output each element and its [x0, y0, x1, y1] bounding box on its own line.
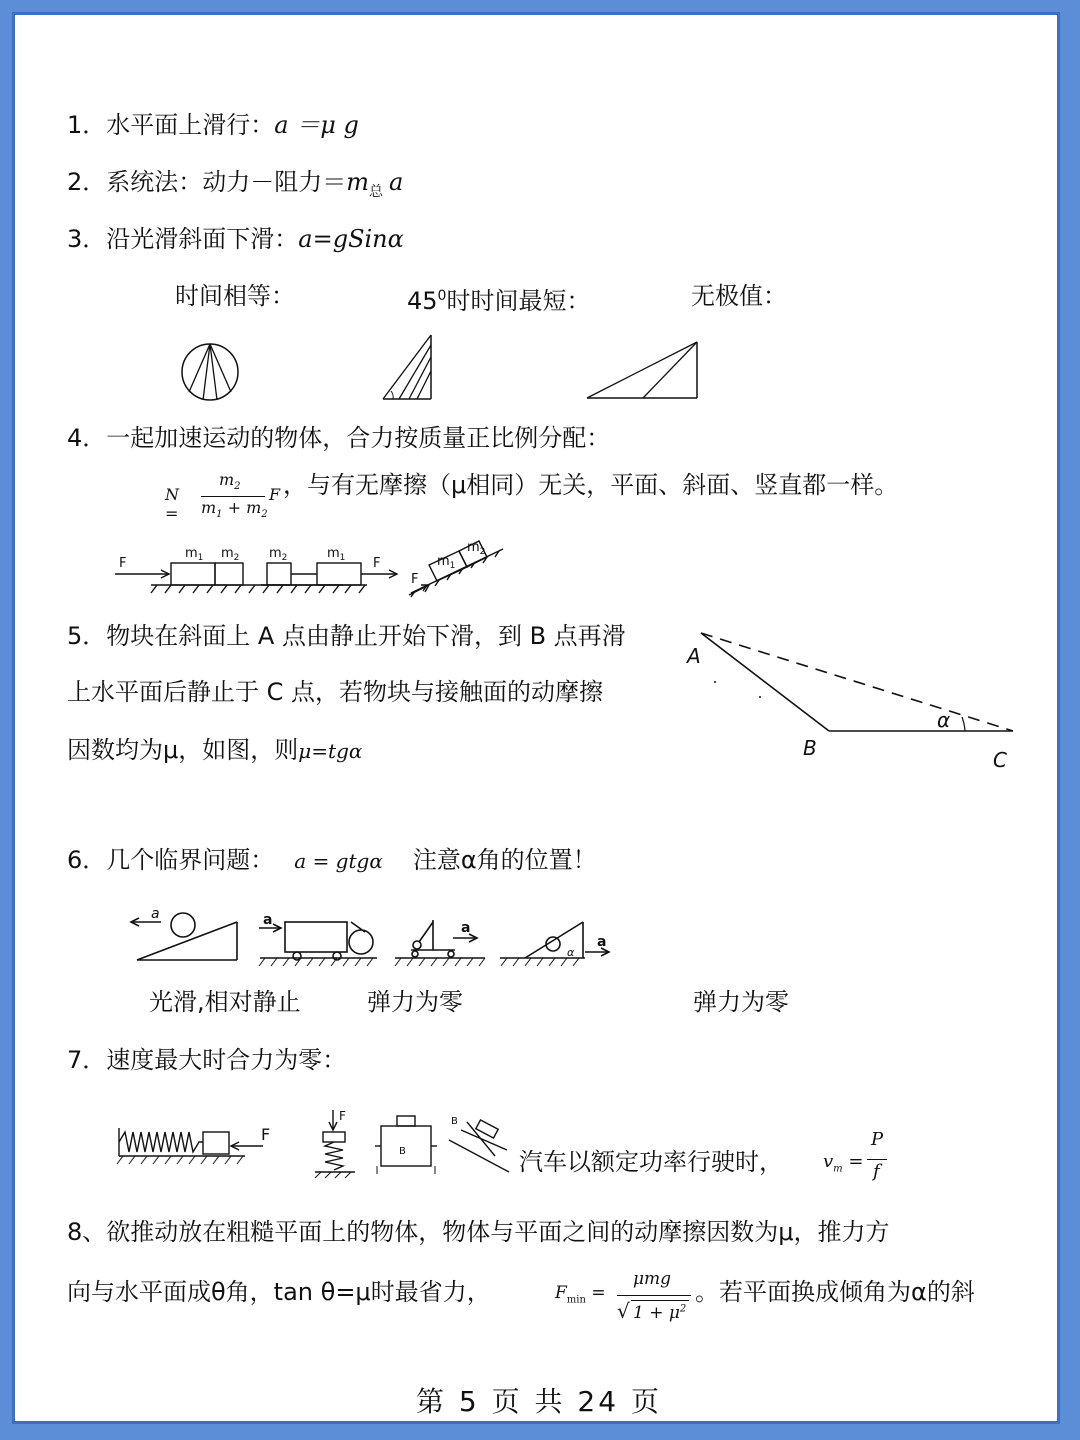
label-shortest: 时时间最短： — [446, 287, 591, 315]
formula-den-plus-m2: + m — [222, 498, 262, 517]
item-8-line-2a: 向与水平面成θ角，tan θ=μ时最省力， — [67, 1278, 491, 1306]
incline-no-extreme-figure — [585, 340, 705, 402]
m1-b-m: m — [327, 546, 340, 561]
fmin-den-text: 1 + μ — [633, 1303, 680, 1323]
item-5-text-3: 因数均为μ，如图，则 — [67, 736, 299, 764]
max-speed-figures — [115, 1100, 515, 1180]
mass-label-m2-c — [467, 540, 485, 557]
item-5-line-1: 5．物块在斜面上 A 点由静止开始下滑，到 B 点再滑 — [67, 622, 626, 650]
sqrt-bar — [631, 1300, 689, 1301]
m1-b-sub: 1 — [339, 553, 346, 563]
label-equal-time: 时间相等： — [175, 282, 295, 310]
formula-numerator — [219, 470, 241, 492]
incline-45-figure — [379, 333, 439, 403]
vm-v: v — [823, 1151, 834, 1172]
vm-fraction-bar — [867, 1159, 887, 1160]
item-2-a: a — [389, 168, 404, 196]
item-4-rest: ，与有无摩擦（μ相同）无关，平面、斜面、竖直都一样。 — [283, 471, 899, 499]
item-1-formula: a ＝μ g — [274, 111, 359, 139]
fmin-f: F — [555, 1283, 567, 1303]
sqrt-sign: √ — [617, 1299, 630, 1323]
m1-c-m: m — [437, 554, 450, 569]
case-1-a-label: a — [151, 906, 160, 922]
spring-f-label: F — [261, 1125, 271, 1144]
fmin-sub: min — [566, 1294, 586, 1306]
label-45: 45 — [407, 287, 438, 315]
item-6-text: 6．几个临界问题： — [67, 846, 275, 874]
fmin-lhs — [555, 1283, 606, 1305]
label-normal-force-zero-2: 弹力为零 — [693, 988, 789, 1016]
item-1-text: 1．水平面上滑行： — [67, 111, 275, 139]
fmin-den-sup: 2 — [679, 1303, 687, 1315]
connected-blocks-figure — [111, 537, 511, 602]
mass-label-m1-a — [185, 546, 203, 563]
label-45-degree: 0 — [437, 288, 447, 304]
m2-b-m: m — [269, 546, 282, 561]
force-label-right: F — [373, 556, 381, 571]
m2-b-sub: 2 — [281, 553, 288, 563]
formula-denominator — [201, 498, 268, 520]
formula-den-m1: m — [201, 498, 217, 517]
formula-den-sub1: 1 — [216, 509, 223, 521]
mass-label-m2-b — [269, 546, 287, 563]
m2-a-sub: 2 — [233, 553, 240, 563]
label-smooth-relative-rest: 光滑,相对静止 — [149, 988, 301, 1016]
circle-chords-figure — [175, 340, 245, 405]
item-5-line-3 — [67, 735, 362, 766]
item-2 — [67, 167, 403, 207]
slide-abc-figure — [683, 627, 1023, 777]
item-2-m: m — [346, 168, 370, 196]
fmin-eq: = — [585, 1283, 606, 1303]
formula-fraction-bar — [201, 496, 265, 497]
fmin-denominator — [633, 1303, 686, 1323]
critical-cases-figure — [115, 900, 615, 970]
formula-den-sub2: 2 — [261, 509, 268, 521]
label-no-extreme: 无极值： — [691, 282, 787, 310]
item-3 — [67, 224, 404, 254]
formula-f: F — [269, 485, 281, 504]
formula-num-m: m — [219, 470, 235, 489]
force-label-left: F — [119, 556, 127, 571]
vm-sub: m — [833, 1163, 843, 1175]
m2-c-m: m — [467, 540, 480, 555]
item-5-line-2: 上水平面后静止于 C 点，若物块与接触面的动摩擦 — [67, 678, 604, 706]
item-7-title: 7．速度最大时合力为零： — [67, 1046, 347, 1074]
vm-eq: = — [842, 1151, 864, 1172]
angle-alpha-label: α — [937, 708, 951, 732]
m1-c-sub: 1 — [449, 561, 456, 571]
vm-formula — [823, 1129, 903, 1195]
item-2-m-sub: 总 — [369, 183, 384, 200]
case-4-alpha-label: α — [567, 946, 575, 959]
vertical-f-label: F — [339, 1109, 346, 1123]
point-c-label: C — [993, 748, 1007, 772]
item-3-text: 3．沿光滑斜面下滑： — [67, 225, 299, 253]
vm-numerator: P — [871, 1129, 884, 1150]
formula-num-sub: 2 — [234, 481, 241, 493]
box-b-label: B — [399, 1146, 406, 1157]
fmin-fraction-bar — [617, 1295, 691, 1296]
label-normal-force-zero-1: 弹力为零 — [367, 988, 463, 1016]
item-3-formula: a=gSinα — [298, 225, 404, 253]
item-6-note: 注意α角的位置！ — [412, 846, 597, 874]
item-8-line-2b: 。若平面换成倾角为α的斜 — [695, 1278, 975, 1306]
m1-a-sub: 1 — [197, 553, 204, 563]
m1-a-m: m — [185, 546, 198, 561]
item-2-text: 2．系统法：动力－阻力＝ — [67, 168, 347, 196]
case-3-a-label: a — [461, 920, 471, 936]
fmin-numerator: μmg — [633, 1269, 672, 1289]
item-8-line-1: 8、欲推动放在粗糙平面上的物体，物体与平面之间的动摩擦因数为μ，推力方 — [67, 1218, 890, 1246]
point-a-label: A — [687, 644, 701, 668]
case-4-a-label: a — [597, 934, 607, 950]
item-5-formula: μ=tgα — [298, 739, 363, 763]
vm-denominator: f — [873, 1161, 880, 1182]
item-6 — [67, 845, 597, 876]
mass-label-m1-c — [437, 554, 455, 571]
document-page — [12, 12, 1060, 1424]
m2-c-sub: 2 — [479, 547, 486, 557]
fmin-formula — [555, 1267, 695, 1329]
mass-label-m2-a — [221, 546, 239, 563]
item-4-title: 4．一起加速运动的物体，合力按质量正比例分配： — [67, 424, 611, 452]
incline-b-label: B — [451, 1116, 458, 1127]
formula-n-lhs: N = — [165, 485, 179, 523]
item-7-car-text: 汽车以额定功率行驶时， — [519, 1148, 783, 1176]
case-2-a-label: a — [263, 912, 273, 928]
force-label-incline: F — [411, 572, 419, 587]
mass-label-m1-b — [327, 546, 345, 563]
vm-lhs — [823, 1151, 863, 1175]
m2-a-m: m — [221, 546, 234, 561]
label-45-shortest — [407, 281, 590, 316]
point-b-label: B — [803, 736, 817, 760]
page-footer: 第 5 页 共 24 页 — [416, 1385, 662, 1418]
item-6-formula: a = gtgα — [294, 849, 383, 873]
item-1 — [67, 110, 359, 140]
